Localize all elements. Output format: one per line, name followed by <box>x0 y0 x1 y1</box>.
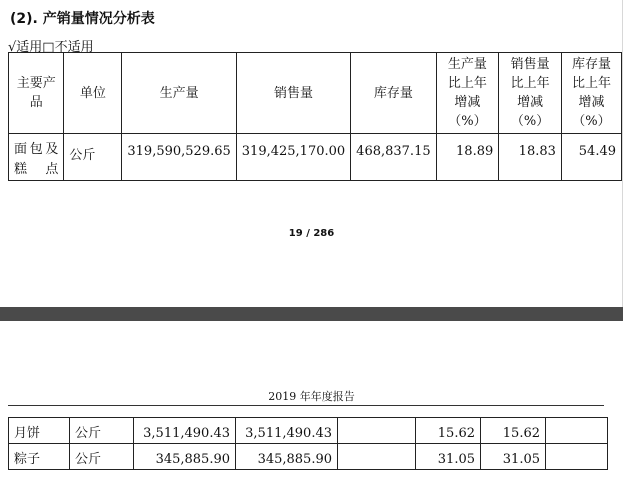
cell-sales-change: 18.83 <box>499 134 562 181</box>
cell-production-change: 15.62 <box>416 418 481 444</box>
cell-inventory-change <box>546 418 608 444</box>
cell-inventory-change: 54.49 <box>561 134 621 181</box>
header-sales: 销售量 <box>236 53 350 134</box>
cell-sales-change: 15.62 <box>481 418 546 444</box>
cell-sales: 3,511,490.43 <box>236 418 338 444</box>
cell-product: 粽子 <box>9 444 70 470</box>
cell-sales: 345,885.90 <box>236 444 338 470</box>
cell-inventory: 468,837.15 <box>351 134 436 181</box>
cell-production: 345,885.90 <box>134 444 236 470</box>
cell-production-change: 18.89 <box>436 134 499 181</box>
cell-inventory-change <box>546 444 608 470</box>
cell-unit: 公斤 <box>70 444 134 470</box>
page-number: 19 / 286 <box>288 228 335 239</box>
cell-unit: 公斤 <box>64 134 122 181</box>
header-inventory: 库存量 <box>351 53 436 134</box>
table-header-row <box>9 53 622 134</box>
production-sales-table <box>8 52 622 181</box>
report-header: 2019 年年度报告 <box>268 390 355 403</box>
page-lower <box>0 321 623 484</box>
cell-product: 月饼 <box>9 418 70 444</box>
cell-production: 3,511,490.43 <box>134 418 236 444</box>
cell-inventory <box>338 444 416 470</box>
applicable-checkbox-text: √适用□不适用 <box>8 40 94 55</box>
header-inventory-change: 库存量比上年增减（%） <box>561 53 621 134</box>
header-divider <box>8 405 604 406</box>
production-sales-table-continued <box>8 417 608 470</box>
section-title: (2). 产销量情况分析表 <box>10 11 155 27</box>
header-sales-change: 销售量比上年增减（%） <box>499 53 562 134</box>
cell-production: 319,590,529.65 <box>122 134 236 181</box>
cell-production-change: 31.05 <box>416 444 481 470</box>
table-row <box>9 134 622 181</box>
cell-inventory <box>338 418 416 444</box>
table-row <box>9 418 608 444</box>
header-production: 生产量 <box>122 53 236 134</box>
cell-sales-change: 31.05 <box>481 444 546 470</box>
table-row <box>9 444 608 470</box>
page-separator <box>0 307 623 321</box>
header-product: 主要产品 <box>9 53 64 134</box>
header-production-change: 生产量比上年增减（%） <box>436 53 499 134</box>
cell-unit: 公斤 <box>70 418 134 444</box>
cell-product: 面包及糕点 <box>9 134 64 181</box>
cell-sales: 319,425,170.00 <box>236 134 350 181</box>
header-unit: 单位 <box>64 53 122 134</box>
